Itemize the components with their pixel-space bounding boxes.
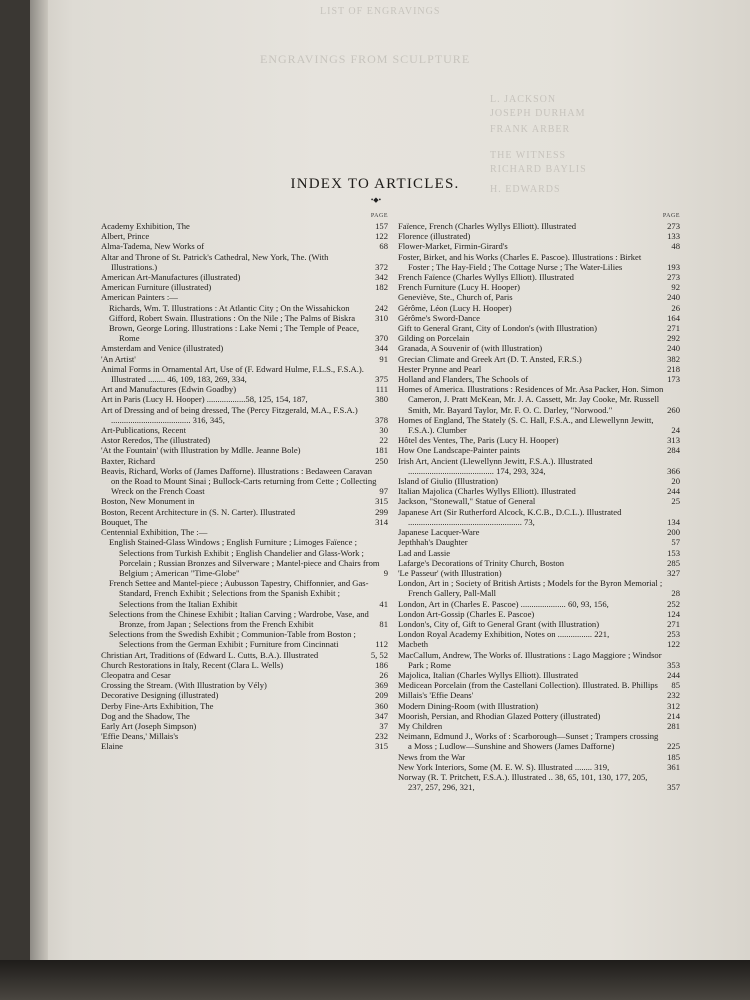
index-entry-title: Gérôme's Sword-Dance bbox=[398, 312, 480, 323]
index-entry-title: Selections from the Chinese Exhibit ; Italian Carving ; Wardrobe, Vase, and Bronze, from Japan ; Selections from the French Exhibit bbox=[109, 608, 369, 629]
index-entry-title: Boston, Recent Architecture in (S. N. Carter). Illustrated bbox=[101, 506, 296, 517]
index-entry-page: 315 bbox=[375, 741, 388, 752]
index-entry-title: French Settee and Mantel-piece ; Aubusson Tapestry, Chiffonnier, and Gas-Standard, French Exhibit ; Selections from the Spanish Exhibit ; Selections from the Italian Exhibit bbox=[109, 578, 369, 609]
index-entry-page: 81 bbox=[379, 618, 388, 629]
index-entry-title: How One Landscape-Painter paints bbox=[398, 445, 520, 456]
index-entry bbox=[398, 303, 680, 313]
index-entry bbox=[398, 578, 680, 598]
page-title: INDEX TO ARTICLES. bbox=[290, 176, 460, 192]
index-entry bbox=[101, 609, 388, 629]
index-entry-page: 48 bbox=[671, 241, 680, 252]
index-entry-page: 370 bbox=[375, 333, 388, 344]
index-entry-page: 285 bbox=[667, 557, 680, 568]
index-entry-title: Granada, A Souvenir of (with Illustration) bbox=[398, 343, 543, 354]
index-entry bbox=[398, 619, 680, 629]
index-entry bbox=[101, 313, 388, 323]
index-entry-title: Beavis, Richard, Works of (James Dafforne). Illustrations : Bedaween Caravan on the Road to Mount Sinai ; Bullock-Carts returning from Cette ; Collecting Wreck on the French Coast bbox=[101, 465, 377, 497]
index-entry-page: 327 bbox=[667, 567, 680, 578]
index-entry bbox=[101, 425, 388, 435]
index-entry-page: 28 bbox=[671, 588, 680, 599]
index-entry-title: Art of Dressing and of being dressed, The (Percy Fitzgerald, M.A., F.S.A.) ..................................... 316, 345, bbox=[101, 404, 358, 425]
index-entry bbox=[398, 670, 680, 680]
index-entry bbox=[101, 711, 388, 721]
index-entry-title: Japanese Art (Sir Rutherford Alcock, K.C.B., D.C.L.). Illustrated ..................................................... 73, bbox=[398, 506, 622, 527]
bleed-through-heading: ENGRAVINGS FROM SCULPTURE bbox=[260, 52, 471, 66]
index-entry-page: 26 bbox=[671, 302, 680, 313]
index-entry bbox=[398, 486, 680, 496]
index-entry-page: 181 bbox=[375, 445, 388, 456]
index-entry-title: Foster, Birket, and his Works (Charles E. Pascoe). Illustrations : Birket Foster ; The Hay-Field ; The Cottage Nurse ; The Water-Lilies bbox=[398, 251, 642, 272]
index-entry bbox=[398, 445, 680, 455]
index-entry-page: 252 bbox=[667, 598, 680, 609]
index-entry-title: French Furniture (Lucy H. Hooper) bbox=[398, 282, 520, 293]
index-entry bbox=[101, 650, 388, 660]
index-entry bbox=[398, 456, 680, 476]
index-entry-page: 68 bbox=[379, 241, 388, 252]
index-entry bbox=[398, 772, 680, 792]
index-entry bbox=[398, 721, 680, 731]
index-entry-title: London's, City of, Gift to General Grant (with Illustration) bbox=[398, 618, 600, 629]
index-entry-title: Art-Publications, Recent bbox=[101, 425, 186, 436]
index-entry-title: Italian Majolica (Charles Wyllys Elliott). Illustrated bbox=[398, 486, 576, 497]
index-entry-page: 360 bbox=[375, 700, 388, 711]
index-entry bbox=[101, 343, 388, 353]
index-entry-page: 26 bbox=[379, 669, 388, 680]
index-entry-page: 244 bbox=[667, 669, 680, 680]
index-entry-title: Millais's 'Effie Deans' bbox=[398, 690, 474, 701]
index-entry-page: 292 bbox=[667, 333, 680, 344]
table-surface bbox=[0, 960, 750, 1000]
index-entry bbox=[398, 701, 680, 711]
index-entry-page: 85 bbox=[671, 680, 680, 691]
index-entry-page: 369 bbox=[375, 680, 388, 691]
index-entry-page: 25 bbox=[671, 496, 680, 507]
index-entry-page: 357 bbox=[667, 782, 680, 793]
index-entry bbox=[101, 445, 388, 455]
index-entry-page: 342 bbox=[375, 272, 388, 283]
index-entry bbox=[101, 292, 388, 302]
index-entry-title: Bouquet, The bbox=[101, 516, 148, 527]
index-entry bbox=[398, 292, 680, 302]
index-entry bbox=[398, 680, 680, 690]
index-entry-page: 313 bbox=[667, 435, 680, 446]
index-entry bbox=[398, 415, 680, 435]
index-entry-title: London Royal Academy Exhibition, Notes on ................ 221, bbox=[398, 629, 610, 640]
index-entry-page: 232 bbox=[667, 690, 680, 701]
index-entry-page: 111 bbox=[375, 384, 388, 395]
index-entry bbox=[101, 507, 388, 517]
index-entry-title: Lad and Lassie bbox=[398, 547, 451, 558]
index-entry-page: 253 bbox=[667, 629, 680, 640]
index-entry-title: Medicean Porcelain (from the Castellani Collection). Illustrated. B. Phillips bbox=[398, 680, 658, 691]
index-entry bbox=[101, 456, 388, 466]
index-entry bbox=[101, 527, 388, 537]
index-entry-page: 361 bbox=[667, 761, 680, 772]
index-entry-title: American Painters :— bbox=[101, 292, 178, 303]
index-entry-title: Decorative Designing (illustrated) bbox=[101, 690, 219, 701]
index-entry bbox=[398, 537, 680, 547]
index-entry-title: Church Restorations in Italy, Recent (Clara L. Wells) bbox=[101, 659, 284, 670]
index-entry bbox=[398, 374, 680, 384]
index-entry bbox=[398, 313, 680, 323]
index-entry-title: Albert, Prince bbox=[101, 231, 150, 242]
index-entry-title: Norway (R. T. Pritchett, F.S.A.). Illustrated .. 38, 65, 101, 130, 177, 205, 237, 257, 296, 321, bbox=[398, 771, 648, 793]
index-entry-title: Homes of America. Illustrations : Residences of Mr. Asa Packer, Hon. Simon Cameron, J. Pratt McKean, Mr. J. A. Cassett, Mr. Jay Cooke, Mr. Russell Smith, Mr. Bayard Taylor, Mr. F. O. C. Darley, "Norwood." bbox=[398, 384, 664, 415]
bleed-through-heading: LIST OF ENGRAVINGS bbox=[320, 6, 441, 17]
index-entry bbox=[398, 690, 680, 700]
index-entry-page: 271 bbox=[667, 323, 680, 334]
index-entry bbox=[398, 364, 680, 374]
index-entry bbox=[398, 568, 680, 578]
index-entry-page: 186 bbox=[375, 659, 388, 670]
index-entry-title: London Art-Gossip (Charles E. Pascoe) bbox=[398, 608, 535, 619]
index-entry bbox=[101, 578, 388, 609]
index-entry-title: Elaine bbox=[101, 741, 123, 752]
index-entry-page: 260 bbox=[667, 404, 680, 415]
index-entry bbox=[101, 405, 388, 425]
index-entry-page: 92 bbox=[671, 282, 680, 293]
index-list bbox=[398, 221, 680, 792]
index-entry bbox=[101, 252, 388, 272]
index-entry-title: 'Effie Deans,' Millais's bbox=[101, 731, 179, 742]
index-entry bbox=[398, 650, 680, 670]
index-entry-page: 30 bbox=[379, 425, 388, 436]
index-entry bbox=[398, 711, 680, 721]
index-entry bbox=[398, 323, 680, 333]
index-entry-title: Faïence, French (Charles Wyllys Elliott). Illustrated bbox=[398, 221, 577, 231]
index-entry-title: American Art-Manufactures (illustrated) bbox=[101, 272, 241, 283]
index-entry-title: Centennial Exhibition, The :— bbox=[101, 527, 208, 538]
index-entry bbox=[101, 660, 388, 670]
index-entry-title: Majolica, Italian (Charles Wyllys Elliott). Illustrated bbox=[398, 669, 578, 680]
index-entry-page: 273 bbox=[667, 272, 680, 283]
index-entry-title: London, Art in (Charles E. Pascoe) ..................... 60, 93, 156, bbox=[398, 598, 609, 609]
index-entry bbox=[101, 680, 388, 690]
index-entry-page: 372 bbox=[375, 261, 388, 272]
index-entry-page: 232 bbox=[375, 731, 388, 742]
index-entry bbox=[398, 762, 680, 772]
index-entry-page: 91 bbox=[379, 353, 388, 364]
index-entry-title: English Stained-Glass Windows ; English Furniture ; Limoges Faïence ; Selections from Turkish Exhibit ; English Chandelier and Glass-Work ; Porcelain ; Russian Bronzes and Silverware ; Mantel-piece and Chairs from Belgium ; American "Time-Globe" bbox=[109, 537, 380, 578]
index-entry-title: News from the War bbox=[398, 751, 466, 762]
index-entry bbox=[398, 343, 680, 353]
index-entry-title: Selections from the Swedish Exhibit ; Communion-Table from Boston ; Selections from the German Exhibit ; Furniture from Cincinnati bbox=[109, 629, 356, 650]
index-entry bbox=[398, 354, 680, 364]
index-entry-page: 250 bbox=[375, 455, 388, 466]
index-entry-page: 112 bbox=[375, 639, 388, 650]
index-entry-title: Altar and Throne of St. Patrick's Cathedral, New York, The. (With Illustrations.) bbox=[101, 251, 329, 272]
index-entry bbox=[398, 231, 680, 241]
index-entry-title: 'Le Passeur' (with Illustration) bbox=[398, 567, 502, 578]
index-entry-page: 97 bbox=[379, 486, 388, 497]
bleed-through-line: L. JACKSON bbox=[490, 94, 557, 105]
index-entry bbox=[101, 364, 388, 384]
index-entry-title: Alma-Tadema, New Works of bbox=[101, 241, 205, 252]
bleed-through-line: FRANK ARBER bbox=[490, 124, 571, 135]
index-entry-page: 344 bbox=[375, 343, 388, 354]
index-entry-title: Gift to General Grant, City of London's (with Illustration) bbox=[398, 323, 597, 334]
index-entry-page: 200 bbox=[667, 527, 680, 538]
index-entry-page: 314 bbox=[375, 516, 388, 527]
index-entry-page: 41 bbox=[379, 598, 388, 609]
index-entry bbox=[398, 527, 680, 537]
index-entry-title: My Children bbox=[398, 720, 443, 731]
index-entry bbox=[101, 354, 388, 364]
index-entry bbox=[398, 333, 680, 343]
index-entry-page: 382 bbox=[667, 353, 680, 364]
index-entry bbox=[101, 282, 388, 292]
bleed-through-line: RICHARD BAYLIS bbox=[490, 164, 587, 175]
index-entry-page: 242 bbox=[375, 302, 388, 313]
index-entry bbox=[398, 731, 680, 751]
index-entry-title: Christian Art, Traditions of (Edward L. Cutts, B.A.). Illustrated bbox=[101, 649, 319, 660]
index-entry bbox=[101, 303, 388, 313]
index-entry bbox=[101, 721, 388, 731]
index-entry-title: Astor Reredos, The (illustrated) bbox=[101, 435, 211, 446]
index-entry-page: 122 bbox=[667, 639, 680, 650]
index-entry bbox=[398, 221, 680, 231]
index-entry bbox=[398, 629, 680, 639]
page-column-label: PAGE bbox=[662, 213, 680, 219]
index-entry-title: Macbeth bbox=[398, 639, 429, 650]
index-entry-page: 133 bbox=[667, 231, 680, 242]
index-entry-title: Brown, George Loring. Illustrations : Lake Nemi ; The Temple of Peace, Rome bbox=[109, 323, 359, 344]
index-entry bbox=[101, 394, 388, 404]
index-entry-page: 24 bbox=[671, 425, 680, 436]
page-column-label: PAGE bbox=[370, 213, 388, 219]
index-entry bbox=[101, 221, 388, 231]
index-entry-title: London, Art in ; Society of British Artists ; Models for the Byron Memorial ; French Gallery, Pall-Mall bbox=[398, 578, 663, 599]
index-entry bbox=[398, 272, 680, 282]
index-entry bbox=[101, 741, 388, 751]
index-entry-page: 5, 52 bbox=[370, 649, 388, 660]
index-entry bbox=[398, 752, 680, 762]
index-entry-page: 218 bbox=[667, 363, 680, 374]
index-entry bbox=[101, 537, 388, 578]
index-entry-title: Moorish, Persian, and Rhodian Glazed Pottery (illustrated) bbox=[398, 710, 601, 721]
page-gutter bbox=[30, 0, 48, 960]
index-entry bbox=[398, 282, 680, 292]
index-entry-title: MacCallum, Andrew, The Works of. Illustrations : Lago Maggiore ; Windsor Park ; Rome bbox=[398, 649, 662, 670]
index-entry bbox=[398, 599, 680, 609]
index-entry-page: 185 bbox=[667, 751, 680, 762]
index-entry-title: Irish Art, Ancient (Llewellynn Jewitt, F.S.A.). Illustrated ........................................ 174, 293, 324, bbox=[398, 455, 593, 476]
index-entry bbox=[101, 435, 388, 445]
index-entry-title: Early Art (Joseph Simpson) bbox=[101, 720, 197, 731]
index-entry-title: Geneviève, Ste., Church of, Paris bbox=[398, 292, 513, 303]
index-entry-page: 353 bbox=[667, 659, 680, 670]
index-entry-page: 124 bbox=[667, 608, 680, 619]
index-entry-page: 193 bbox=[667, 261, 680, 272]
index-entry-title: Derby Fine-Arts Exhibition, The bbox=[101, 700, 214, 711]
index-entry-title: Amsterdam and Venice (illustrated) bbox=[101, 343, 224, 354]
index-entry-page: 157 bbox=[375, 221, 388, 231]
index-entry-title: Neimann, Edmund J., Works of : Scarborough—Sunset ; Trampers crossing a Moss ; Ludlow—Sunshine and Showers (James Dafforne) bbox=[398, 731, 659, 752]
index-entry-page: 182 bbox=[375, 282, 388, 293]
index-entry-title: Crossing the Stream. (With Illustration by Vély) bbox=[101, 680, 267, 691]
index-entry-page: 164 bbox=[667, 312, 680, 323]
index-entry-title: Florence (illustrated) bbox=[398, 231, 471, 242]
index-entry-title: Holland and Flanders, The Schools of bbox=[398, 374, 529, 385]
index-entry-page: 375 bbox=[375, 374, 388, 385]
index-entry-page: 240 bbox=[667, 343, 680, 354]
index-entry-title: Japanese Lacquer-Ware bbox=[398, 527, 480, 538]
index-entry bbox=[101, 670, 388, 680]
index-entry-page: 380 bbox=[375, 394, 388, 405]
index-entry bbox=[101, 384, 388, 394]
index-entry-page: 20 bbox=[671, 476, 680, 487]
index-entry bbox=[101, 323, 388, 343]
index-entry-page: 312 bbox=[667, 700, 680, 711]
index-entry-page: 273 bbox=[667, 221, 680, 231]
index-entry-page: 378 bbox=[375, 414, 388, 425]
index-entry-title: Gilding on Porcelain bbox=[398, 333, 470, 344]
index-entry-title: Gifford, Robert Swain. Illustrations : On the Nile ; The Palms of Biskra bbox=[109, 312, 356, 323]
index-entry bbox=[398, 548, 680, 558]
index-column-left bbox=[101, 212, 388, 752]
index-entry-page: 173 bbox=[667, 374, 680, 385]
index-entry-title: Art in Paris (Lucy H. Hooper) ..................58, 125, 154, 187, bbox=[101, 394, 308, 405]
index-entry-page: 9 bbox=[383, 567, 388, 578]
index-entry-page: 225 bbox=[667, 741, 680, 752]
index-entry-page: 22 bbox=[379, 435, 388, 446]
index-entry-page: 315 bbox=[375, 496, 388, 507]
ornament-divider: •◆• bbox=[370, 196, 382, 204]
bleed-through-line: H. EDWARDS bbox=[490, 184, 561, 195]
index-entry bbox=[101, 731, 388, 741]
index-entry-title: Gérôme, Léon (Lucy H. Hooper) bbox=[398, 302, 512, 313]
index-entry-title: Island of Giulio (Illustration) bbox=[398, 476, 499, 487]
index-entry-page: 240 bbox=[667, 292, 680, 303]
index-entry-title: Academy Exhibition, The bbox=[101, 221, 190, 231]
index-entry-title: Hester Prynne and Pearl bbox=[398, 363, 482, 374]
index-entry-title: 'At the Fountain' (with Illustration by Mdlle. Jeanne Bole) bbox=[101, 445, 301, 456]
index-entry-page: 299 bbox=[375, 506, 388, 517]
index-entry-title: Jackson, "Stonewall," Statue of General bbox=[398, 496, 536, 507]
index-entry-title: Jepthhah's Daughter bbox=[398, 537, 468, 548]
index-entry-title: 'An Artist' bbox=[101, 353, 136, 364]
index-entry-title: Art and Manufactures (Edwin Goadby) bbox=[101, 384, 237, 395]
bleed-through-line: JOSEPH DURHAM bbox=[490, 108, 586, 119]
index-entry-title: Animal Forms in Ornamental Art, Use of (F. Edward Hulme, F.L.S., F.S.A.). Illustrated ........ 46, 109, 183, 269, 334, bbox=[101, 363, 364, 385]
index-entry-page: 244 bbox=[667, 486, 680, 497]
index-entry-page: 37 bbox=[379, 720, 388, 731]
index-entry-page: 347 bbox=[375, 710, 388, 721]
index-entry-title: Dog and the Shadow, The bbox=[101, 710, 190, 721]
index-entry-page: 310 bbox=[375, 312, 388, 323]
bleed-through-line: THE WITNESS bbox=[490, 150, 567, 161]
index-entry-page: 281 bbox=[667, 720, 680, 731]
index-entry-title: Modern Dining-Room (with Illustration) bbox=[398, 700, 539, 711]
index-entry-title: Flower-Market, Firmin-Girard's bbox=[398, 241, 508, 252]
index-entry bbox=[398, 384, 680, 415]
index-column-right bbox=[398, 212, 680, 792]
index-entry-page: 134 bbox=[667, 516, 680, 527]
index-entry bbox=[101, 701, 388, 711]
index-entry bbox=[398, 435, 680, 445]
index-entry-title: Homes of England, The Stately (S. C. Hall, F.S.A., and Llewellynn Jewitt, F.S.A.). Clumber bbox=[398, 414, 654, 436]
index-entry-title: Richards, Wm. T. Illustrations : At Atlantic City ; On the Wissahickon bbox=[109, 302, 350, 313]
index-entry-page: 271 bbox=[667, 618, 680, 629]
index-entry-title: Hôtel des Ventes, The, Paris (Lucy H. Hooper) bbox=[398, 435, 559, 446]
index-list bbox=[101, 221, 388, 752]
index-entry-page: 57 bbox=[671, 537, 680, 548]
index-entry-page: 366 bbox=[667, 465, 680, 476]
index-entry bbox=[101, 231, 388, 241]
index-entry-page: 284 bbox=[667, 445, 680, 456]
index-entry bbox=[101, 690, 388, 700]
index-entry bbox=[398, 476, 680, 486]
index-entry bbox=[101, 517, 388, 527]
index-entry bbox=[398, 496, 680, 506]
index-entry bbox=[101, 241, 388, 251]
index-entry bbox=[101, 496, 388, 506]
index-entry bbox=[398, 507, 680, 527]
index-entry-page: 214 bbox=[667, 710, 680, 721]
index-entry bbox=[398, 609, 680, 619]
index-entry-title: New York Interiors, Some (M. E. W. S). Illustrated ........ 319, bbox=[398, 761, 610, 772]
index-entry bbox=[101, 466, 388, 497]
index-entry bbox=[398, 241, 680, 251]
index-entry-page: 153 bbox=[667, 547, 680, 558]
index-entry bbox=[101, 272, 388, 282]
index-entry-title: American Furniture (illustrated) bbox=[101, 282, 212, 293]
index-entry-title: Boston, New Monument in bbox=[101, 496, 195, 507]
index-entry bbox=[398, 639, 680, 649]
index-entry bbox=[398, 558, 680, 568]
index-entry-title: Grecian Climate and Greek Art (D. T. Ansted, F.R.S.) bbox=[398, 353, 582, 364]
index-entry-page: 209 bbox=[375, 690, 388, 701]
index-entry-page: 122 bbox=[375, 231, 388, 242]
index-entry-title: Baxter, Richard bbox=[101, 455, 156, 466]
index-entry bbox=[101, 629, 388, 649]
index-entry-title: Cleopatra and Cesar bbox=[101, 669, 171, 680]
index-entry-title: French Faïence (Charles Wyllys Elliott). Illustrated bbox=[398, 272, 574, 283]
index-entry bbox=[398, 252, 680, 272]
index-entry-title: Lafarge's Decorations of Trinity Church, Boston bbox=[398, 557, 565, 568]
